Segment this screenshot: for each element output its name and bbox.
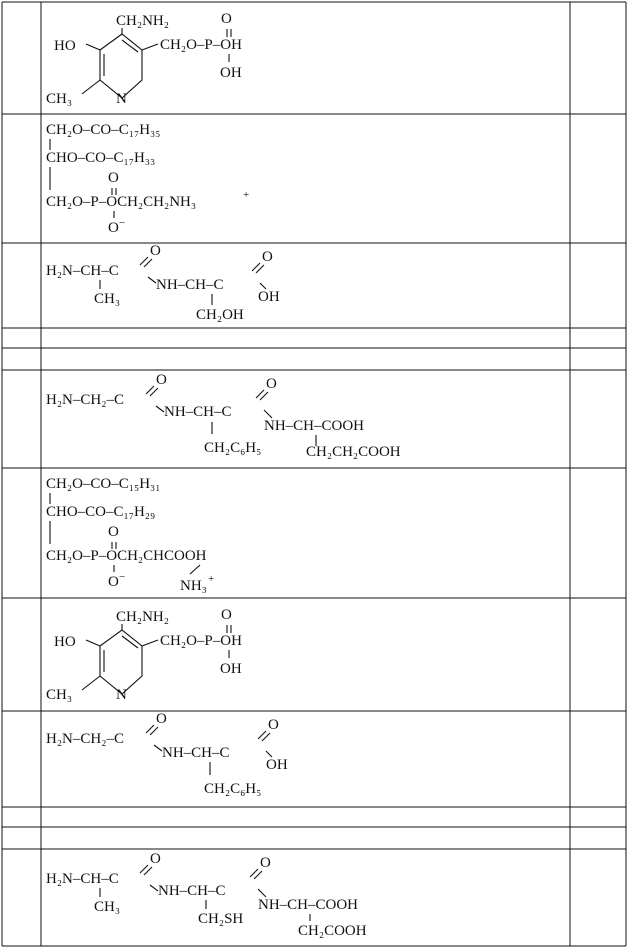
amino-terminus-label: H₂N–CH₂–C xyxy=(46,392,124,408)
carbonyl-oxygen-label: O xyxy=(150,243,161,259)
peptide-link-label: NH–CH–C xyxy=(156,277,224,293)
table-row xyxy=(46,476,214,594)
table-row xyxy=(46,607,242,703)
carbonyl-oxygen-label: O xyxy=(266,376,277,392)
ammonium-label: NH₃ xyxy=(180,578,207,594)
ch2nh2-label: CH₂NH₂ xyxy=(116,13,169,29)
bond-line xyxy=(86,44,100,50)
bond-line xyxy=(150,885,158,891)
ring-nitrogen-label: N xyxy=(116,687,127,703)
bond-line xyxy=(190,565,200,574)
table-row xyxy=(46,243,280,323)
acyl-chain-1-label: CH₂O–CO–C₁₅H₃₁ xyxy=(46,476,161,492)
phosphoryl-oxygen-label: O xyxy=(221,607,232,623)
methyl-label: CH₃ xyxy=(94,899,121,915)
side-chain-label: CH₂C₆H₅ xyxy=(204,781,262,797)
carbonyl-oxygen-label: O xyxy=(150,851,161,867)
double-bond xyxy=(122,636,138,648)
peptide-link-label: NH–CH–C xyxy=(158,883,226,899)
table-row xyxy=(46,851,367,939)
bond-line xyxy=(82,676,100,690)
carbonyl-oxygen-label: O xyxy=(156,711,167,727)
table-cells xyxy=(46,11,401,939)
pyridine-ring xyxy=(100,630,142,694)
bond-line xyxy=(264,410,272,418)
methyl-label: CH₃ xyxy=(94,291,121,307)
bond-line xyxy=(142,44,158,50)
side-chain-label: CH₂SH xyxy=(198,911,244,927)
bond-line xyxy=(86,640,100,646)
acyl-chain-1-label: CH₂O–CO–C₁₇H₃₅ xyxy=(46,122,161,138)
carbonyl-oxygen-label: O xyxy=(262,249,273,265)
phosphate-chain-label: CH₂O–P–OH xyxy=(160,37,242,53)
acyl-chain-2-label: CHO–CO–C₁₇H₃₃ xyxy=(46,150,156,166)
amino-terminus-label: H₂N–CH–C xyxy=(46,263,119,279)
double-bond xyxy=(122,40,138,52)
amino-terminus-label: H₂N–CH₂–C xyxy=(46,731,124,747)
bond-line xyxy=(258,889,266,897)
methyl-label: CH₃ xyxy=(46,687,73,703)
hydroxyl-label: OH xyxy=(220,661,242,677)
bond-line xyxy=(154,745,162,751)
side-chain-label: CH₂COOH xyxy=(298,923,367,939)
table-row xyxy=(46,122,249,236)
hydroxyl-label: OH xyxy=(220,65,242,81)
charge-plus-label: + xyxy=(208,573,215,585)
peptide-link-label: NH–CH–C xyxy=(162,745,230,761)
phosphate-anion-label: O xyxy=(108,574,119,590)
hydroxyl-label: OH xyxy=(258,289,280,305)
ho-label: HO xyxy=(54,38,76,54)
phosphoryl-oxygen-label: O xyxy=(221,11,232,27)
phosphate-anion-label: O xyxy=(108,220,119,236)
charge-plus-label: + xyxy=(243,189,250,201)
phosphoryl-oxygen-label: O xyxy=(108,524,119,540)
peptide-link-label: NH–CH–C xyxy=(164,404,232,420)
phosphate-chain-label: CH₂O–P–OCH₂CH₂NH₃ xyxy=(46,194,197,210)
hydroxyl-label: OH xyxy=(266,757,288,773)
peptide-link-label: NH–CH–COOH xyxy=(264,418,365,434)
ho-label: HO xyxy=(54,634,76,650)
table-row xyxy=(46,372,401,460)
carbonyl-oxygen-label: O xyxy=(156,372,167,388)
bond-line xyxy=(142,640,158,646)
amino-terminus-label: H₂N–CH–C xyxy=(46,871,119,887)
carbonyl-oxygen-label: O xyxy=(260,855,271,871)
charge-minus-label: − xyxy=(119,571,126,583)
ch2nh2-label: CH₂NH₂ xyxy=(116,609,169,625)
carbonyl-oxygen-label: O xyxy=(268,717,279,733)
phosphate-chain-label: CH₂O–P–OCH₂CHCOOH xyxy=(46,548,207,564)
table-row xyxy=(46,711,288,797)
ring-nitrogen-label: N xyxy=(116,91,127,107)
peptide-link-label: NH–CH–COOH xyxy=(258,897,359,913)
phosphoryl-oxygen-label: O xyxy=(108,170,119,186)
bond-line xyxy=(156,406,164,412)
charge-minus-label: − xyxy=(119,217,126,229)
table-grid xyxy=(2,2,626,946)
side-chain-label: CH₂C₆H₅ xyxy=(204,440,262,456)
phosphate-chain-label: CH₂O–P–OH xyxy=(160,633,242,649)
bond-line xyxy=(82,80,100,94)
bond-line xyxy=(148,277,156,283)
table-row xyxy=(46,11,242,107)
side-chain-label: CH₂CH₂COOH xyxy=(306,444,401,460)
methyl-label: CH₃ xyxy=(46,91,73,107)
pyridine-ring xyxy=(100,34,142,98)
acyl-chain-2-label: CHO–CO–C₁₇H₂₉ xyxy=(46,504,156,520)
side-chain-label: CH₂OH xyxy=(196,307,244,323)
